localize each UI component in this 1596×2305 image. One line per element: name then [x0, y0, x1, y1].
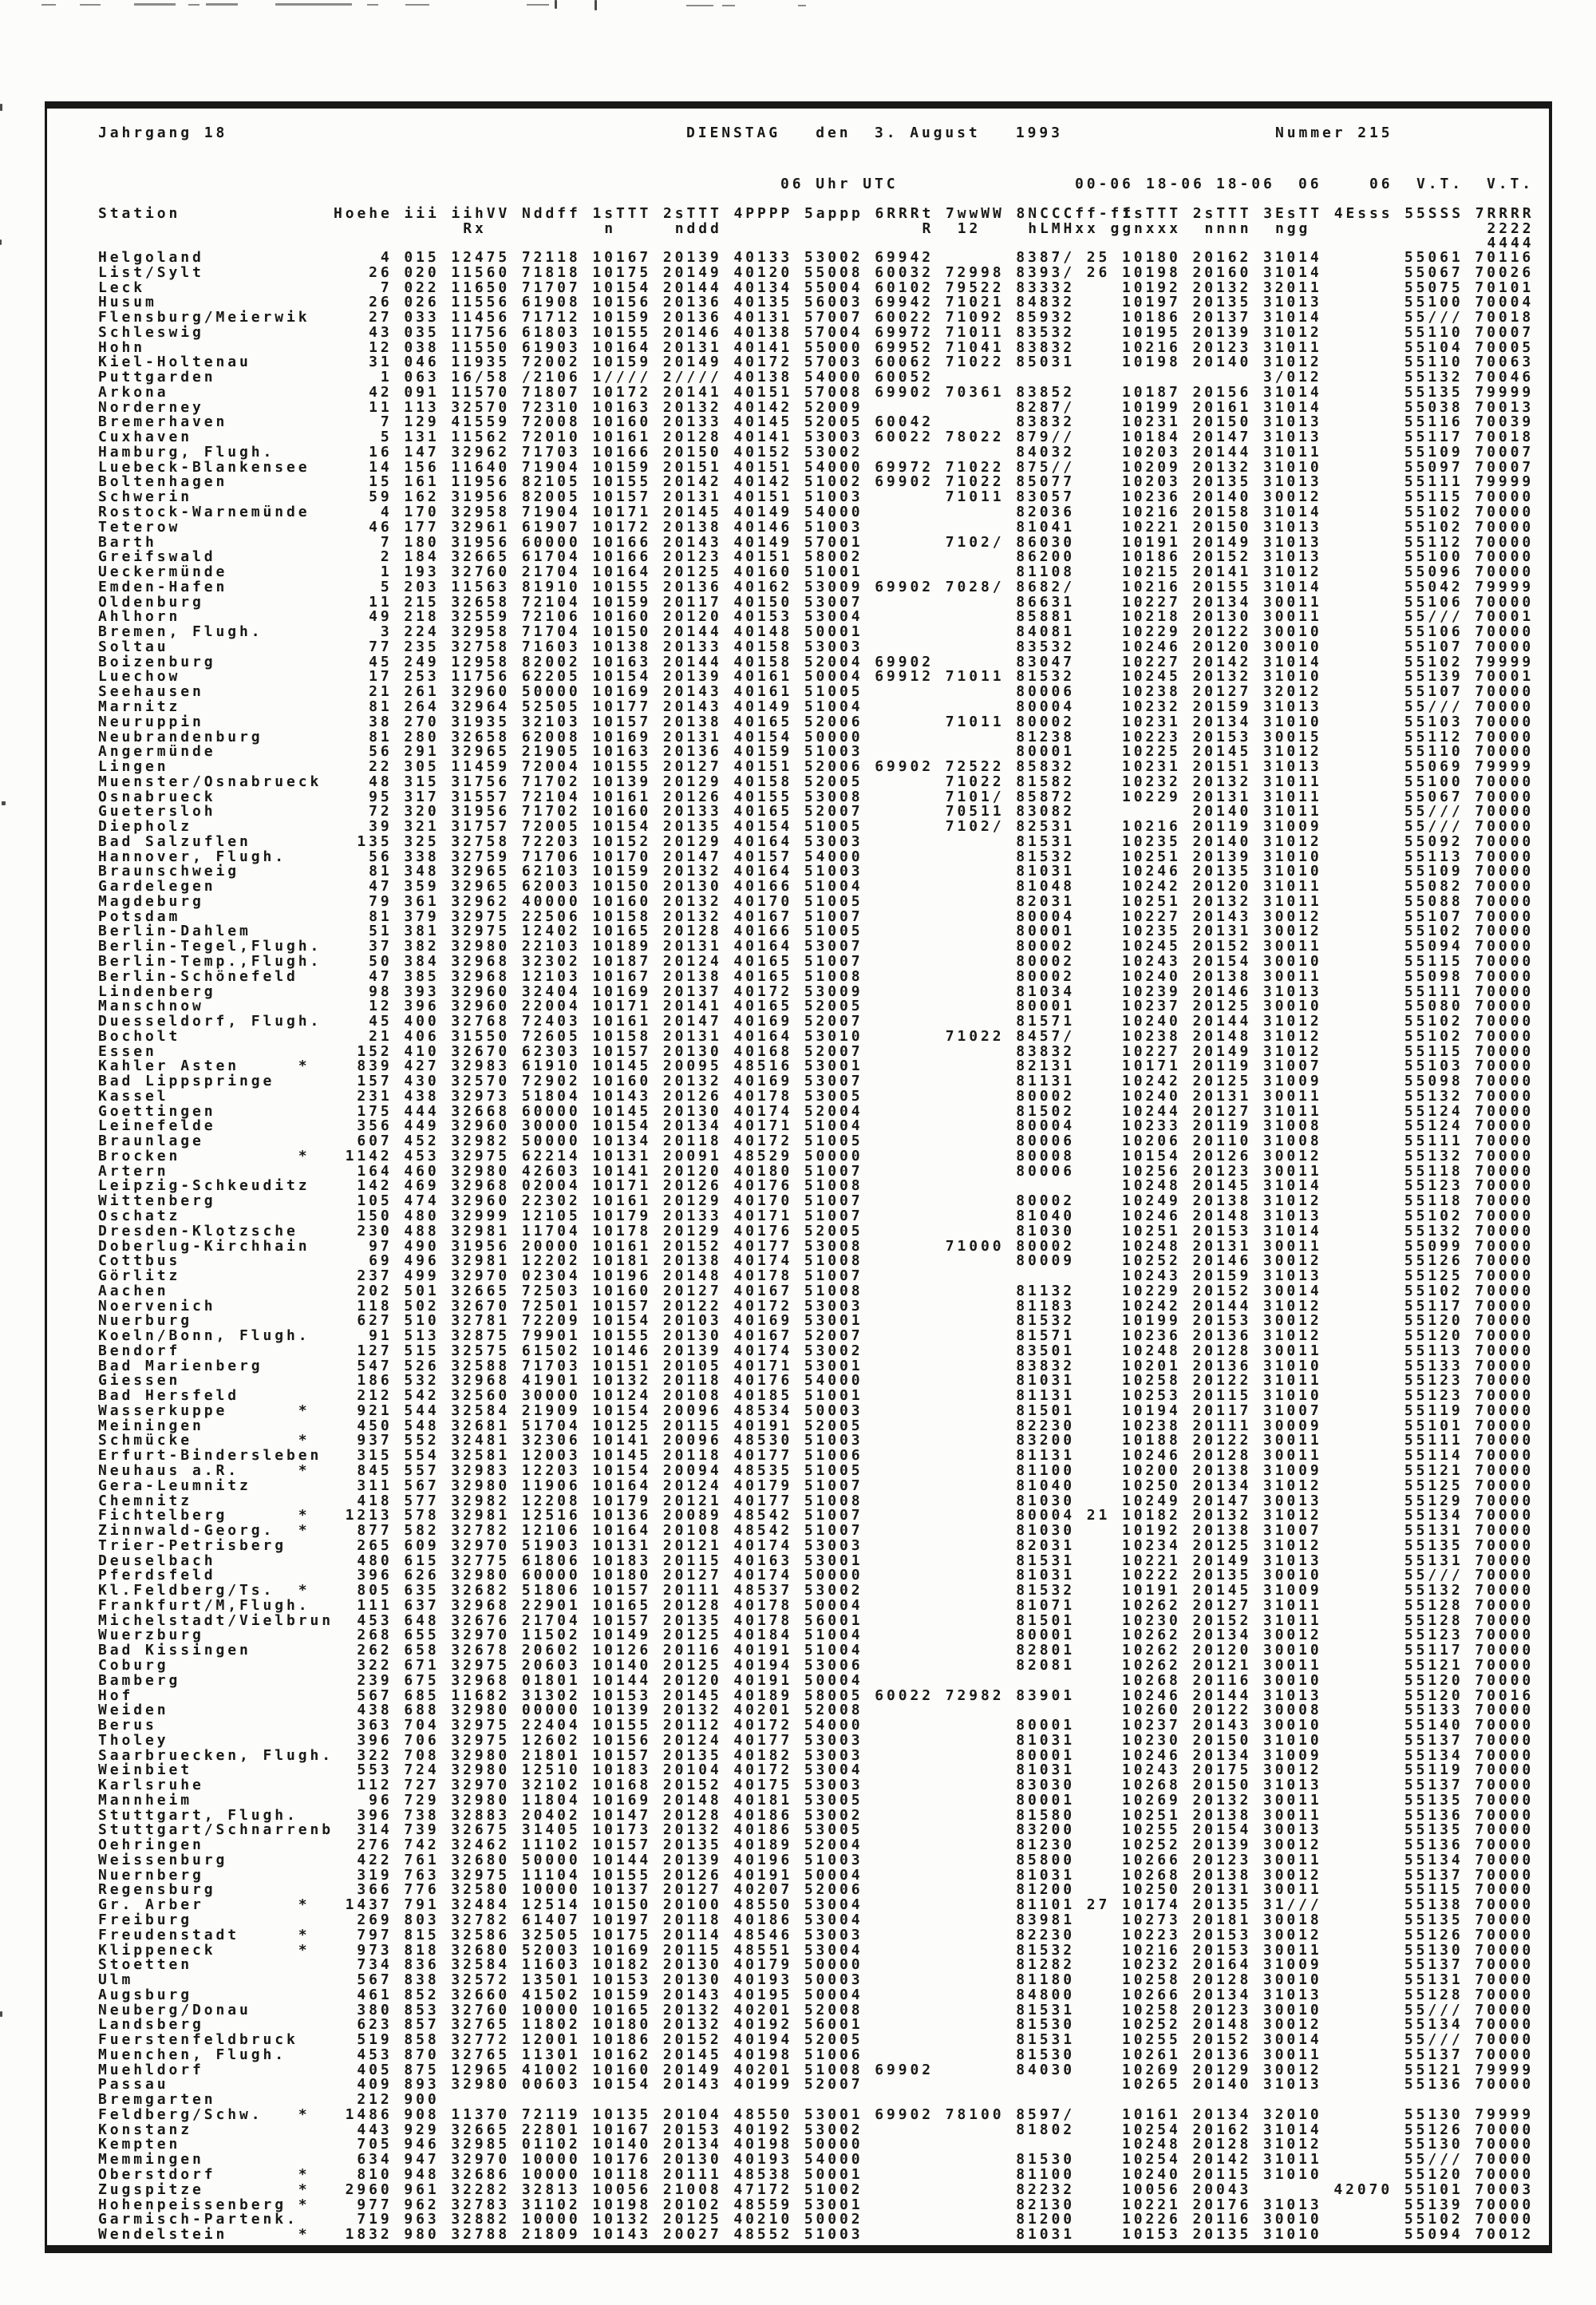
station-row: Angermünde 56 291 32965 21905 10163 20136 40159 51003 80001 10225 20145 31012 55110 70000	[98, 743, 1535, 761]
station-row: Bad Salzuflen 135 325 32758 72203 10152 20129 40164 53003 81531 10235 20140 31012 55092 70000	[98, 832, 1535, 850]
station-row: Feldberg/Schw. * 1486 908 11370 72119 10135 20104 48550 53001 69902 78100 8597/ 10161 20134 32010 55130 79999	[98, 2105, 1535, 2123]
station-row: Stoetten 734 836 32584 11603 10182 20130 40179 50000 81282 10232 20164 31009 55137 70000	[98, 1956, 1535, 1974]
period-label: V.T.	[1487, 176, 1534, 192]
column-label: Nddff	[522, 205, 581, 222]
column-label: iihVV	[451, 205, 511, 222]
station-row: Puttgarden 1 063 16/58 /2106 1//// 2//// 40138 54000 60052 3/012 55132 70046	[98, 369, 1535, 386]
station-row: Bad Kissingen 262 658 32678 20602 10126 20116 40191 51004 82801 10262 20120 30010 55117 70000	[98, 1642, 1535, 1659]
station-row: Chemnitz 418 577 32982 12208 10179 20121 40177 51008 81030 10249 20147 30013 55129 70000	[98, 1492, 1535, 1509]
station-row: Schmücke * 937 552 32481 32306 10141 20096 48530 51003 83200 10188 20122 30011 55111 70000	[98, 1432, 1535, 1449]
column-label: ff-ff	[1075, 205, 1134, 222]
station-row: Gardelegen 47 359 32965 62003 10150 20130 40166 51004 81048 10242 20120 31011 55082 70000	[98, 878, 1535, 896]
station-row: Mannheim 96 729 32980 11804 10169 20148 40181 53005 80001 10269 20132 30011 55135 70000	[98, 1791, 1535, 1809]
column-label: 55SSS	[1404, 205, 1464, 222]
station-row: Görlitz 237 499 32970 02304 10196 20148 40178 51007 10243 20159 31013 55125 70000	[98, 1267, 1535, 1285]
station-row: Aachen 202 501 32665 72503 10160 20127 40167 51008 81132 10229 20152 30014 55102 70000	[98, 1282, 1535, 1299]
station-row: Kiel-Holtenau 31 046 11935 72002 10159 20149 40172 57003 60062 71022 85031 10198 20140 31012 55110 70063	[98, 354, 1535, 371]
station-row: Oschatz 150 480 32999 12105 10179 20133 40171 51007 81040 10246 20148 31013 55102 70000	[98, 1208, 1535, 1224]
station-row: Boltenhagen 15 161 11956 82105 10155 20142 40142 51002 69902 71022 85077 10203 20135 31013 55111 79999	[98, 473, 1535, 491]
station-row: Zugspitze * 2960 961 32282 32813 10056 21008 47172 51002 82232 10056 20043 42070 55101 70003	[98, 2180, 1535, 2198]
station-row: Freudenstadt * 797 815 32586 32505 10175 20114 48546 53003 82230 10223 20153 30012 55126 70000	[98, 1926, 1535, 1943]
scan-artifact	[798, 5, 806, 6]
column-label: 7RRRR	[1475, 205, 1535, 222]
scan-artifact	[41, 4, 56, 6]
station-row: Cuxhaven 5 131 11562 72010 10161 20128 40141 53003 60022 78022 879// 10184 20147 31013 55117 70018	[98, 429, 1535, 446]
station-row: Hamburg, Flugh. 16 147 32962 71703 10166 20150 40152 53002 84032 10203 20144 31011 55109 70007	[98, 443, 1535, 461]
station-row: Neuhaus a.R. * 845 557 32983 12203 10154 20094 48535 51005 81100 10200 20138 31009 55121 70000	[98, 1462, 1535, 1480]
station-row: Regensburg 366 776 32580 10000 10137 20127 40207 52006 81200 10250 20131 30011 55115 70000	[98, 1881, 1535, 1899]
station-row: Marnitz 81 264 32964 52505 10177 20143 40149 51004 80004 10232 20159 31013 55/// 70000	[98, 698, 1535, 715]
station-row: Boizenburg 45 249 12958 82002 10163 20144 40158 52004 69902 83047 10227 20142 31014 55102 79999	[98, 653, 1535, 670]
station-table	[98, 251, 1534, 2243]
column-label: 1sTTT	[1122, 205, 1181, 222]
station-row: Nuernberg 319 763 32975 11104 10155 20126 40191 50004 81031 10268 20138 30012 55137 70000	[98, 1866, 1535, 1884]
scan-artifact	[2, 801, 6, 805]
station-row: Kl.Feldberg/Ts. * 805 635 32682 51806 10157 20111 48537 53002 81532 10191 20145 31009 55132 70000	[98, 1582, 1535, 1599]
station-row: Magdeburg 79 361 32962 40000 10160 20132 40170 51005 82031 10251 20132 31011 55088 70000	[98, 892, 1535, 910]
column-sublabel: nnnn	[1204, 220, 1252, 237]
station-row: Freiburg 269 803 32782 61407 10197 20118 40186 53004 83981 10273 20181 30018 55135 70000	[98, 1911, 1535, 1928]
masthead-issue: Nummer 215	[1275, 125, 1393, 141]
station-row: Nuerburg 627 510 32781 72209 10154 20103 40169 53001 81532 10199 20153 30012 55120 70000	[98, 1312, 1535, 1330]
station-row: Braunlage 607 452 32982 50000 10134 20118 40172 51005 80006 10206 20110 31008 55111 70000	[98, 1133, 1535, 1150]
station-row: Berlin-Schönefeld 47 385 32968 12103 10167 20138 40165 51008 80002 10240 20138 30011 55098 70000	[98, 967, 1535, 985]
station-row: Tholey 396 706 32975 12602 10156 20124 40177 53003 81031 10230 20150 31010 55137 70000	[98, 1731, 1535, 1749]
masthead	[0, 125, 1596, 140]
scan-artifact	[405, 4, 429, 6]
column-label: 5appp	[804, 205, 863, 222]
scan-artifact	[188, 4, 200, 6]
station-row: Wuerzburg 268 655 32970 11502 10149 20125 40184 51004 80001 10262 20134 30012 55123 70000	[98, 1627, 1535, 1644]
station-row: Teterow 46 177 32961 61907 10172 20138 40146 51003 81041 10221 20150 31013 55102 70000	[98, 518, 1535, 536]
scan-artifact	[555, 0, 557, 9]
station-row: Bad Lippspringe 157 430 32570 72902 10160 20132 40169 53007 81131 10242 20125 31009 55098 70000	[98, 1073, 1535, 1090]
station-row: Ahlhorn 49 218 32559 72106 10160 20120 40153 53004 85881 10218 20130 30011 55/// 70001	[98, 608, 1535, 626]
station-row: Karlsruhe 112 727 32970 32102 10168 20152 40175 53003 83030 10268 20150 31013 55137 70000	[98, 1777, 1535, 1794]
station-row: Saarbruecken, Flugh. 322 708 32980 21801 10157 20135 40182 53003 80001 10246 20134 31009 55134 70000	[98, 1746, 1535, 1764]
station-row: Soltau 77 235 32758 71603 10138 20133 40158 53003 83532 10246 20120 30010 55107 70000	[98, 638, 1535, 655]
station-row: Klippeneck * 973 818 32680 52003 10169 20115 48551 53004 81532 10216 20153 30011 55130 70000	[98, 1941, 1535, 1959]
period-label: 18-06	[1216, 176, 1275, 192]
station-row: Berlin-Temp.,Flugh. 50 384 32968 32302 10187 20124 40165 51007 80002 10243 20154 30010 55115 70000	[98, 952, 1535, 970]
column-label: Hoehe	[334, 205, 393, 222]
station-row: Schleswig 43 035 11756 61803 10155 20146 40138 57004 69972 71011 83532 10195 20139 31012 55110 70007	[98, 323, 1535, 341]
station-row: Rostock-Warnemünde 4 170 32958 71904 10171 20145 40149 54000 82036 10216 20158 31014 55102 70000	[98, 504, 1535, 521]
column-label: 2sTTT	[663, 205, 722, 222]
station-row: Fuerstenfeldbruck 519 858 32772 12001 10186 20152 40194 52005 81531 10255 20152 30014 55/// 70000	[98, 2031, 1535, 2049]
station-row: Barth 7 180 31956 60000 10166 20143 40149 57001 7102/ 86030 10191 20149 31013 55112 70000	[98, 533, 1535, 551]
column-label: 7wwWW	[946, 205, 1005, 222]
time-header	[0, 176, 1596, 192]
station-row: Braunschweig 81 348 32965 62103 10159 20132 40164 51003 81031 10246 20135 31010 55109 70000	[98, 863, 1535, 880]
station-row: Hannover, Flugh. 56 338 32759 71706 10170 20147 40157 54000 81532 10251 20139 31010 55113 70000	[98, 848, 1535, 865]
station-row: Diepholz 39 321 31757 72005 10154 20135 40154 51005 7102/ 82531 10216 20119 31009 55/// 70000	[98, 818, 1535, 836]
station-row: Garmisch-Partenk. 719 963 32882 10000 10132 20125 40210 50002 81200 10226 20116 30010 55102 70000	[98, 2211, 1535, 2228]
station-row: Wittenberg 105 474 32960 22302 10161 20129 40170 51007 80002 10249 20138 31012 55118 70000	[98, 1192, 1535, 1210]
station-row: Wasserkuppe * 921 544 32584 21909 10154 20096 48534 50003 81501 10194 20117 31007 55119 70000	[98, 1402, 1535, 1419]
masthead-volume: Jahrgang 18	[98, 125, 228, 141]
station-row: Fichtelberg * 1213 578 32981 12516 10136 20089 48542 51007 80004 21 10182 20132 31012 55134 70000	[98, 1507, 1535, 1524]
station-row: Muenchen, Flugh. 453 870 32765 11301 10162 20145 40198 51006 81530 10261 20136 30011 55137 70000	[98, 2046, 1535, 2063]
station-row: Berlin-Dahlem 51 381 32975 12402 10165 20128 40166 51005 80001 10235 20131 30012 55102 70000	[98, 923, 1535, 940]
station-row: Kempten 705 946 32985 01102 10140 20134 40198 50000 10248 20128 31012 55130 70000	[98, 2136, 1535, 2153]
station-row: Ulm 567 838 32572 13501 10153 20130 40193 50003 81180 10258 20128 30010 55131 70000	[98, 1971, 1535, 1989]
column-label: 6RRRt	[875, 205, 934, 222]
scan-artifact	[0, 2011, 2, 2017]
period-label: 06	[1298, 176, 1322, 192]
station-row: Gr. Arber * 1437 791 32484 12514 10150 20100 48550 53004 81101 27 10174 20135 31/// 55138 70000	[98, 1896, 1535, 1914]
station-row: Bremen, Flugh. 3 224 32958 71704 10150 20144 40148 50001 84081 10229 20122 30010 55106 70000	[98, 623, 1535, 641]
station-row: Duesseldorf, Flugh. 45 400 32768 72403 10161 20147 40169 52007 81571 10240 20144 31012 55102 70000	[98, 1013, 1535, 1030]
utc-time-label: 06 Uhr UTC	[780, 176, 899, 192]
station-row: Osnabrueck 95 317 31557 72104 10161 20126 40155 53008 7101/ 85872 10229 20131 31011 55067 70000	[98, 788, 1535, 805]
scan-artifact	[206, 3, 238, 6]
station-row: Cottbus 69 496 32981 12202 10181 20138 40174 51008 80009 10252 20146 30012 55126 70000	[98, 1252, 1535, 1270]
station-row: Weinbiet 553 724 32980 12510 10183 20104 40172 53004 81031 10243 20175 30012 55119 70000	[98, 1761, 1535, 1779]
station-row: Hohenpeissenberg * 977 962 32783 31102 10198 20102 48559 53001 82130 10221 20176 31013 55139 70000	[98, 2196, 1535, 2213]
scan-artifact	[134, 3, 176, 6]
station-row: Bad Marienberg 547 526 32588 71703 10151 20105 40171 53001 83832 10201 20136 31010 55133 70000	[98, 1357, 1535, 1374]
station-row: List/Sylt 26 020 11560 71818 10175 20149 40120 55008 60032 72998 8393/ 26 10198 20160 31014 55067 70026	[98, 263, 1535, 281]
station-row: Manschnow 12 396 32960 22004 10171 20141 40165 52005 80001 10237 20125 30010 55080 70000	[98, 998, 1535, 1015]
station-row: Muenster/Osnabrueck 48 315 31756 71702 10139 20129 40158 52005 71022 81582 10232 20132 31011 55100 70000	[98, 773, 1535, 790]
station-row: Konstanz 443 929 32665 22801 10167 20153 40192 53002 81802 10254 20162 31014 55126 70000	[98, 2121, 1535, 2138]
station-row: Hof 567 685 11682 31302 10153 20145 40189 58005 60022 72982 83901 10246 20144 31013 55120 70016	[98, 1686, 1535, 1704]
station-row: Emden-Hafen 5 203 11563 81910 10155 20136 40162 53009 69902 7028/ 8682/ 10216 20155 31014 55042 79999	[98, 578, 1535, 595]
column-header-row	[0, 205, 1596, 221]
station-row: Neuruppin 38 270 31935 32103 10157 20138 40165 52006 71011 80002 10231 20134 31010 55103 70000	[98, 713, 1535, 730]
station-row: Neuberg/Donau 380 853 32760 10000 10165 20132 40201 52008 81531 10258 20123 30010 55/// 70000	[98, 2001, 1535, 2018]
column-sublabel: ngg	[1275, 220, 1311, 237]
station-row: Ueckermünde 1 193 32760 21704 10164 20125 40160 51001 81108 10215 20141 31012 55096 70000	[98, 563, 1535, 581]
station-row: Arkona 42 091 11570 71807 10172 20141 40151 57008 69902 70361 83852 10187 20156 31014 55135 79999	[98, 383, 1535, 401]
station-row: Erfurt-Bindersleben 315 554 32581 12003 10145 20118 40177 51006 81131 10246 20128 30011 55114 70000	[98, 1447, 1535, 1465]
scan-artifact	[595, 0, 597, 10]
column-sublabel: 2222	[1487, 220, 1535, 237]
station-row: Neubrandenburg 81 280 32658 62008 10169 20131 40154 50000 81238 10223 20153 30015 55112 70000	[98, 728, 1535, 745]
station-row: Bendorf 127 515 32575 61502 10146 20139 40174 53002 83501 10248 20128 30011 55113 70000	[98, 1342, 1535, 1359]
column-label: 2sTTT	[1192, 205, 1252, 222]
station-row: Oldenburg 11 215 32658 72104 10159 20117 40150 53007 86631 10227 20134 30011 55106 70000	[98, 593, 1535, 611]
station-row: Weissenburg 422 761 32680 50000 10144 20139 40196 51003 85800 10266 20123 30011 55134 70000	[98, 1851, 1535, 1868]
scan-artifact	[722, 5, 735, 6]
station-row: Essen 152 410 32670 62303 10157 20130 40168 52007 83832 10227 20149 31012 55115 70000	[98, 1042, 1535, 1060]
column-sublabel: nxxx	[1134, 220, 1181, 237]
station-row: Flensburg/Meierwik 27 033 11456 71712 10159 20136 40131 57007 60022 71092 85932 10186 20137 31014 55/// 70018	[98, 309, 1535, 326]
station-row: Berus 363 704 32975 22404 10155 20112 40172 54000 80001 10237 20143 30010 55140 70000	[98, 1717, 1535, 1734]
station-row: Bamberg 239 675 32968 01801 10144 20120 40191 50004 10268 20116 30010 55120 70000	[98, 1671, 1535, 1689]
station-row: Giessen 186 532 32968 41901 10132 20118 40176 54000 81031 10258 20122 31011 55123 70000	[98, 1372, 1535, 1390]
station-row: Berlin-Tegel,Flugh. 37 382 32980 22103 10189 20131 40164 53007 80002 10245 20152 30011 55094 70000	[98, 938, 1535, 955]
station-row: Coburg 322 671 32975 20603 10140 20125 40194 53006 82081 10262 20121 30011 55121 70000	[98, 1656, 1535, 1674]
station-row: Wendelstein * 1832 980 32788 21809 10143 20027 48552 51003 81031 10153 20135 31010 55094 70012	[98, 2226, 1535, 2244]
station-row: Bocholt 21 406 31550 72605 10158 20131 40164 53010 71022 8457/ 10238 20148 31012 55102 70000	[98, 1027, 1535, 1045]
station-row: Memmingen 634 947 32970 10000 10176 20130 40193 54000 81530 10254 20142 31011 55/// 70000	[98, 2151, 1535, 2169]
scan-artifact	[367, 4, 378, 6]
station-row: Koeln/Bonn, Flugh. 91 513 32875 79901 10155 20130 40167 52007 81571 10236 20136 31012 55120 70000	[98, 1327, 1535, 1345]
station-row: Norderney 11 113 32570 72310 10163 20132 40142 52009 8287/ 10199 20161 31014 55038 70013	[98, 398, 1535, 416]
station-row: Guetersloh 72 320 31956 71702 10160 20133 40165 52007 70511 83082 20140 31011 55/// 70000	[98, 803, 1535, 820]
station-row: Pferdsfeld 396 626 32980 60000 10180 20127 40174 50000 81031 10222 20135 30010 55/// 70000	[98, 1567, 1535, 1584]
station-row: Leipzig-Schkeuditz 142 469 32968 02004 10171 20126 40176 51008 10248 20145 31014 55123 70000	[98, 1177, 1535, 1195]
scan-artifact	[275, 3, 352, 6]
station-row: Landsberg 623 857 32765 11802 10180 20132 40192 56001 81530 10252 20148 30012 55134 70000	[98, 2016, 1535, 2034]
station-row: Lingen 22 305 11459 72004 10155 20127 40151 52006 69902 72522 85832 10231 20151 31013 55069 79999	[98, 758, 1535, 776]
scan-artifact	[527, 4, 549, 6]
station-row: Greifswald 2 184 32665 61704 10166 20123 40151 58002 86200 10186 20152 31013 55100 70000	[98, 548, 1535, 566]
column-sublabel: 4444	[1487, 235, 1535, 251]
station-row: Husum 26 026 11556 61908 10156 20136 40135 56003 69942 71021 84832 10197 20135 31013 55100 70004	[98, 294, 1535, 311]
station-row: Meiningen 450 548 32681 51704 10125 20115 40191 52005 82230 10238 20111 30009 55101 70000	[98, 1417, 1535, 1434]
column-subheader-row2	[0, 235, 1596, 251]
period-label: V.T.	[1416, 176, 1464, 192]
station-row: Bad Hersfeld 212 542 32560 30000 10124 20108 40185 51001 81131 10253 20115 31010 55123 70000	[98, 1387, 1535, 1405]
station-row: Oehringen 276 742 32462 11102 10157 20135 40189 52004 81230 10252 20139 30012 55136 70000	[98, 1836, 1535, 1854]
station-row: Weiden 438 688 32980 00000 10139 20132 40201 52008 10260 20122 30008 55133 70000	[98, 1702, 1535, 1719]
column-label: 1sTTT	[592, 205, 652, 222]
column-label: 3EsTT	[1263, 205, 1322, 222]
station-row: Doberlug-Kirchhain 97 490 31956 20000 10161 20152 40177 53008 71000 80002 10248 20131 30011 55099 70000	[98, 1237, 1535, 1255]
column-label: 4Esss	[1333, 205, 1393, 222]
station-row: Michelstadt/Vielbrun 453 648 32676 21704 10157 20135 40178 56001 81501 10230 20152 31011 55128 70000	[98, 1611, 1535, 1629]
station-row: Noervenich 118 502 32670 72501 10157 20122 40172 53003 81183 10242 20144 31012 55117 70000	[98, 1297, 1535, 1315]
scan-artifact	[0, 104, 2, 111]
station-row: Oberstdorf * 810 948 32686 10000 10118 20111 48538 50001 81100 10240 20115 31010 55120 70000	[98, 2166, 1535, 2183]
station-row: Luechow 17 253 11756 62205 10154 20139 40161 50004 69912 71011 81532 10245 20132 31010 55139 70001	[98, 668, 1535, 686]
column-sublabel: n	[604, 220, 616, 237]
station-row: Brocken * 1142 453 32975 62214 10131 20091 48529 50000 80008 10154 20126 30012 55132 70000	[98, 1147, 1535, 1164]
station-row: Bremerhaven 7 129 41559 72008 10160 20133 40145 52005 60042 83832 10231 20150 31013 55116 70039	[98, 413, 1535, 431]
station-row: Gera-Leumnitz 311 567 32980 11906 10164 20124 40179 51007 81040 10250 20134 31012 55125 70000	[98, 1477, 1535, 1494]
station-row: Frankfurt/M,Flugh. 111 637 32968 22901 10165 20128 40178 50004 81071 10262 20127 31011 55128 70000	[98, 1596, 1535, 1614]
column-label: 4PPPP	[733, 205, 793, 222]
column-label: 8NCCC	[1016, 205, 1076, 222]
column-sublabel: R	[922, 220, 934, 237]
station-row: Seehausen 21 261 32960 50000 10169 20143 40161 51005 80006 10238 20127 32012 55107 70000	[98, 683, 1535, 701]
station-row: Dresden-Klotzsche 230 488 32981 11704 10178 20129 40176 52005 81030 10251 20153 31014 55132 70000	[98, 1222, 1535, 1239]
station-row: Schwerin 59 162 31956 82005 10157 20131 40151 51003 71011 83057 10236 20140 30012 55115 70000	[98, 488, 1535, 506]
column-sublabel: 12	[957, 220, 982, 237]
column-sublabel: Rx	[463, 220, 487, 237]
station-row: Potsdam 81 379 32975 22506 10158 20132 40167 51007 80004 10227 20143 30012 55107 70000	[98, 907, 1535, 925]
column-sublabel: xx gg	[1075, 220, 1134, 237]
station-row: Goettingen 175 444 32668 60000 10145 20130 40174 52004 81502 10244 20127 31011 55124 70000	[98, 1102, 1535, 1120]
scan-artifact	[80, 4, 101, 6]
station-row: Trier-Petrisberg 265 609 32970 51903 10131 20121 40174 53003 82031 10234 20125 31012 55135 70000	[98, 1536, 1535, 1554]
station-row: Bremgarten 212 900	[98, 2091, 440, 2109]
station-row: Leinefelde 356 449 32960 30000 10154 20134 40171 51004 80004 10233 20119 31008 55124 70000	[98, 1117, 1535, 1135]
station-row: Zinnwald-Georg. * 877 582 32782 12106 10164 20108 48542 51007 81030 10192 20138 31007 55131 70000	[98, 1522, 1535, 1540]
period-label: 06	[1369, 176, 1393, 192]
column-label: iii	[404, 205, 440, 222]
station-row: Leck 7 022 11650 71707 10154 20144 40134 55004 60102 79522 83332 10192 20132 32011 55075 70101	[98, 279, 1535, 296]
station-row: Helgoland 4 015 12475 72118 10167 20139 40133 53002 69942 8387/ 25 10180 20162 31014 55061 70116	[98, 249, 1535, 266]
station-row: Deuselbach 480 615 32775 61806 10183 20115 40163 53001 81531 10221 20149 31013 55131 70000	[98, 1552, 1535, 1569]
scan-artifact	[686, 5, 713, 6]
column-sublabel: hLMH	[1028, 220, 1076, 237]
station-row: Kassel 231 438 32973 51804 10143 20126 40178 53005 80002 10240 20131 30011 55132 70000	[98, 1087, 1535, 1105]
station-row: Artern 164 460 32980 42603 10141 20120 40180 51007 80006 10256 20123 30011 55118 70000	[98, 1162, 1535, 1180]
period-label: 18-06	[1146, 176, 1205, 192]
station-row: Luebeck-Blankensee 14 156 11640 71904 10159 20151 40151 54000 69972 71022 875// 10209 20132 31010 55097 70007	[98, 458, 1535, 476]
station-row: Muehldorf 405 875 12965 41002 10160 20149 40201 51008 69902 84030 10269 20129 30012 55121 79999	[98, 2061, 1535, 2078]
masthead-date: DIENSTAG den 3. August 1993	[686, 125, 1063, 141]
column-sublabel: nddd	[674, 220, 722, 237]
station-row: Stuttgart/Schnarrenb 314 739 32675 31405 10173 20132 40186 53005 83200 10255 20154 30013 55135 70000	[98, 1821, 1535, 1839]
station-row: Augsburg 461 852 32660 41502 10159 20143 40195 50004 84800 10266 20134 31013 55128 70000	[98, 1986, 1535, 2003]
station-row: Stuttgart, Flugh. 396 738 32883 20402 10147 20128 40186 53002 81580 10251 20138 30011 55136 70000	[98, 1806, 1535, 1824]
station-row: Kahler Asten * 839 427 32983 61910 10145 20095 48516 53001 82131 10171 20119 31007 55103 70000	[98, 1058, 1535, 1075]
station-row: Hohn 12 038 11550 61903 10164 20131 40141 55000 69952 71041 83832 10216 20123 31011 55104 70005	[98, 338, 1535, 356]
station-row: Lindenberg 98 393 32960 32404 10169 20137 40172 53009 81034 10239 20146 31013 55111 70000	[98, 982, 1535, 1000]
station-row: Passau 409 893 32980 00603 10154 20143 40199 52007 10265 20140 31013 55136 70000	[98, 2076, 1535, 2093]
column-subheader-row	[0, 220, 1596, 236]
column-label: Station	[98, 205, 181, 222]
period-label: 00-06	[1075, 176, 1134, 192]
